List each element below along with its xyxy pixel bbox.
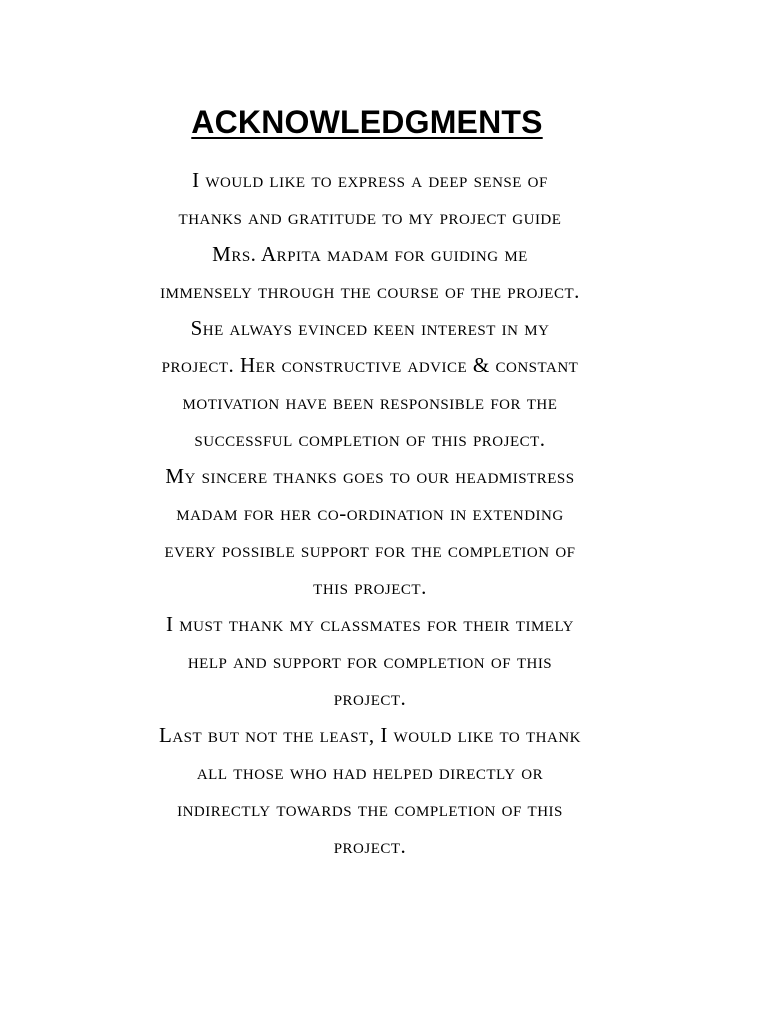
body-line: Mrs. Arpita madam for guiding me — [212, 242, 528, 266]
acknowledgment-body — [120, 162, 620, 865]
body-line: all those who had helped directly or — [196, 760, 544, 784]
body-line: madam for her co-ordination in extending — [176, 501, 564, 525]
body-line: motivation have been responsible for the — [182, 390, 558, 414]
body-line: project. — [333, 686, 407, 710]
body-line: project. Her constructive advice & constant — [161, 353, 579, 377]
body-line: this project. — [313, 575, 427, 599]
body-line: Last but not the least, I would like to thank — [159, 723, 581, 747]
body-line: every possible support for the completion of — [164, 538, 576, 562]
body-line: project. — [333, 834, 407, 858]
page-title: ACKNOWLEDGMENTS — [191, 104, 543, 140]
body-line: help and support for completion of this — [187, 649, 553, 673]
body-line: I must thank my classmates for their timely — [166, 612, 574, 636]
body-line: My sincere thanks goes to our headmistress — [165, 464, 575, 488]
body-line: indirectly towards the completion of this — [177, 797, 563, 821]
body-line: immensely through the course of the project. — [160, 279, 580, 303]
body-line: thanks and gratitude to my project guide — [178, 205, 562, 229]
body-line: successful completion of this project. — [194, 427, 546, 451]
body-line: I would like to express a deep sense of — [192, 168, 548, 192]
body-line: She always evinced keen interest in my — [190, 316, 550, 340]
